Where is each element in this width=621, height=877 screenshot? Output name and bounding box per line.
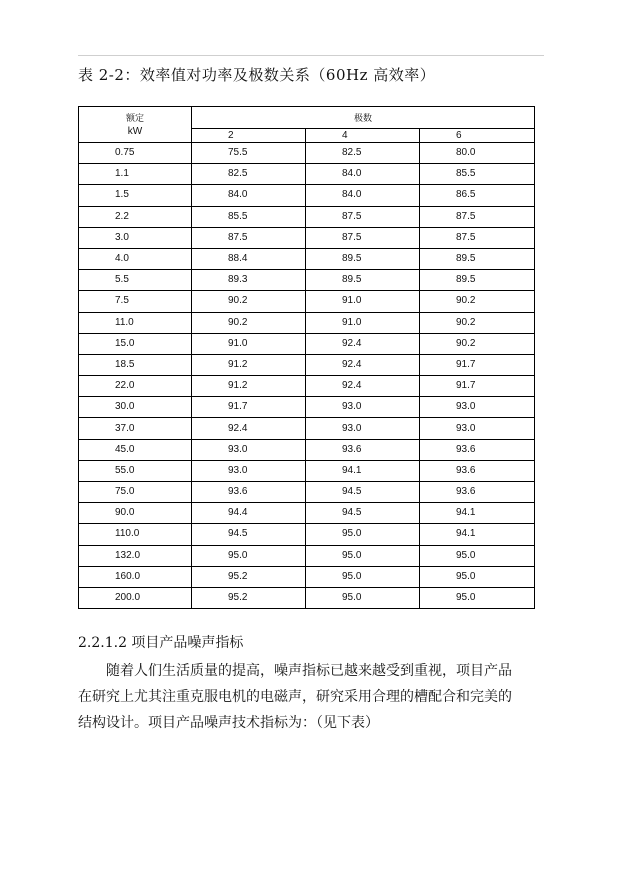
cell-efficiency: 89.5 <box>420 270 535 291</box>
cell-rated-kw: 18.5 <box>79 354 192 375</box>
cell-rated-kw: 55.0 <box>79 460 192 481</box>
section-heading: 2.2.1.2 项目产品噪声指标 <box>78 635 244 651</box>
cell-efficiency: 92.4 <box>306 354 420 375</box>
cell-efficiency: 90.2 <box>192 291 306 312</box>
table-row <box>79 333 535 354</box>
table-row <box>79 206 535 227</box>
paragraph-line-1: 随着人们生活质量的提高，噪声指标已越来越受到重视，项目产品 <box>106 663 512 679</box>
table-header-row <box>79 107 535 129</box>
table-row <box>79 164 535 185</box>
cell-efficiency: 92.4 <box>192 418 306 439</box>
table-row <box>79 270 535 291</box>
cell-rated-kw: 5.5 <box>79 270 192 291</box>
table-row <box>79 248 535 269</box>
table-caption: 表 2-2：效率值对功率及极数关系（60Hz 高效率） <box>78 66 436 84</box>
table-row <box>79 291 535 312</box>
table-row <box>79 460 535 481</box>
cell-efficiency: 86.5 <box>420 185 535 206</box>
table-row <box>79 397 535 418</box>
cell-efficiency: 82.5 <box>192 164 306 185</box>
header-poles: 极数 <box>192 107 535 129</box>
cell-efficiency: 93.0 <box>306 418 420 439</box>
cell-efficiency: 95.0 <box>306 566 420 587</box>
cell-efficiency: 89.5 <box>420 248 535 269</box>
cell-rated-kw: 2.2 <box>79 206 192 227</box>
header-pole-6: 6 <box>420 129 535 143</box>
cell-rated-kw: 200.0 <box>79 587 192 608</box>
cell-efficiency: 94.4 <box>192 503 306 524</box>
cell-rated-kw: 132.0 <box>79 545 192 566</box>
paragraph-line-3: 结构设计。项目产品噪声技术指标为：（见下表） <box>78 715 379 731</box>
cell-efficiency: 87.5 <box>306 227 420 248</box>
cell-efficiency: 95.0 <box>420 566 535 587</box>
cell-efficiency: 95.0 <box>420 587 535 608</box>
efficiency-table <box>78 106 535 609</box>
header-rule <box>78 55 544 56</box>
cell-efficiency: 93.6 <box>420 460 535 481</box>
table-row <box>79 482 535 503</box>
table-row <box>79 545 535 566</box>
header-unit-label: kW <box>127 126 143 137</box>
cell-rated-kw: 45.0 <box>79 439 192 460</box>
cell-efficiency: 89.3 <box>192 270 306 291</box>
cell-efficiency: 85.5 <box>192 206 306 227</box>
header-rated-power <box>79 107 192 143</box>
cell-rated-kw: 1.5 <box>79 185 192 206</box>
cell-rated-kw: 37.0 <box>79 418 192 439</box>
cell-efficiency: 93.6 <box>420 482 535 503</box>
paragraph-line-2: 在研究上尤其注重克服电机的电磁声，研究采用合理的槽配合和完美的 <box>78 689 512 705</box>
cell-efficiency: 91.7 <box>420 376 535 397</box>
table-row <box>79 566 535 587</box>
cell-efficiency: 95.0 <box>306 545 420 566</box>
table-row <box>79 354 535 375</box>
cell-efficiency: 93.6 <box>306 439 420 460</box>
cell-rated-kw: 30.0 <box>79 397 192 418</box>
cell-efficiency: 95.2 <box>192 587 306 608</box>
cell-efficiency: 82.5 <box>306 143 420 164</box>
cell-efficiency: 93.6 <box>192 482 306 503</box>
cell-rated-kw: 90.0 <box>79 503 192 524</box>
cell-efficiency: 93.0 <box>192 460 306 481</box>
cell-efficiency: 75.5 <box>192 143 306 164</box>
cell-efficiency: 91.2 <box>192 376 306 397</box>
cell-rated-kw: 7.5 <box>79 291 192 312</box>
header-rated-label: 额定 <box>125 113 144 123</box>
cell-efficiency: 93.0 <box>306 397 420 418</box>
cell-efficiency: 95.0 <box>306 524 420 545</box>
cell-efficiency: 94.1 <box>306 460 420 481</box>
cell-efficiency: 90.2 <box>420 291 535 312</box>
table-row <box>79 503 535 524</box>
cell-efficiency: 91.2 <box>192 354 306 375</box>
cell-efficiency: 95.0 <box>192 545 306 566</box>
cell-efficiency: 95.0 <box>306 587 420 608</box>
cell-efficiency: 80.0 <box>420 143 535 164</box>
cell-efficiency: 92.4 <box>306 376 420 397</box>
table-row <box>79 312 535 333</box>
cell-efficiency: 93.0 <box>192 439 306 460</box>
cell-efficiency: 87.5 <box>306 206 420 227</box>
cell-efficiency: 84.0 <box>306 164 420 185</box>
cell-efficiency: 84.0 <box>192 185 306 206</box>
cell-efficiency: 91.7 <box>420 354 535 375</box>
cell-rated-kw: 110.0 <box>79 524 192 545</box>
cell-rated-kw: 22.0 <box>79 376 192 397</box>
table-row <box>79 587 535 608</box>
table-row <box>79 439 535 460</box>
cell-rated-kw: 0.75 <box>79 143 192 164</box>
cell-efficiency: 94.5 <box>306 482 420 503</box>
cell-efficiency: 89.5 <box>306 248 420 269</box>
cell-efficiency: 84.0 <box>306 185 420 206</box>
cell-efficiency: 87.5 <box>420 206 535 227</box>
table-row <box>79 376 535 397</box>
cell-efficiency: 95.2 <box>192 566 306 587</box>
cell-rated-kw: 1.1 <box>79 164 192 185</box>
cell-rated-kw: 160.0 <box>79 566 192 587</box>
cell-efficiency: 85.5 <box>420 164 535 185</box>
cell-efficiency: 88.4 <box>192 248 306 269</box>
table-row <box>79 418 535 439</box>
cell-efficiency: 91.0 <box>306 291 420 312</box>
cell-efficiency: 90.2 <box>420 312 535 333</box>
cell-efficiency: 91.0 <box>306 312 420 333</box>
table-row <box>79 143 535 164</box>
cell-efficiency: 90.2 <box>420 333 535 354</box>
cell-efficiency: 94.1 <box>420 503 535 524</box>
cell-efficiency: 93.6 <box>420 439 535 460</box>
cell-rated-kw: 3.0 <box>79 227 192 248</box>
table-row <box>79 185 535 206</box>
cell-efficiency: 91.7 <box>192 397 306 418</box>
header-pole-2: 2 <box>192 129 306 143</box>
cell-efficiency: 87.5 <box>420 227 535 248</box>
cell-efficiency: 95.0 <box>420 545 535 566</box>
cell-rated-kw: 75.0 <box>79 482 192 503</box>
cell-efficiency: 87.5 <box>192 227 306 248</box>
cell-efficiency: 93.0 <box>420 418 535 439</box>
cell-efficiency: 94.1 <box>420 524 535 545</box>
cell-efficiency: 93.0 <box>420 397 535 418</box>
cell-efficiency: 94.5 <box>192 524 306 545</box>
cell-efficiency: 94.5 <box>306 503 420 524</box>
cell-rated-kw: 15.0 <box>79 333 192 354</box>
body-paragraph <box>78 658 544 736</box>
cell-efficiency: 91.0 <box>192 333 306 354</box>
header-pole-4: 4 <box>306 129 420 143</box>
table-row <box>79 227 535 248</box>
cell-efficiency: 90.2 <box>192 312 306 333</box>
cell-rated-kw: 11.0 <box>79 312 192 333</box>
cell-efficiency: 92.4 <box>306 333 420 354</box>
cell-rated-kw: 4.0 <box>79 248 192 269</box>
table-row <box>79 524 535 545</box>
cell-efficiency: 89.5 <box>306 270 420 291</box>
